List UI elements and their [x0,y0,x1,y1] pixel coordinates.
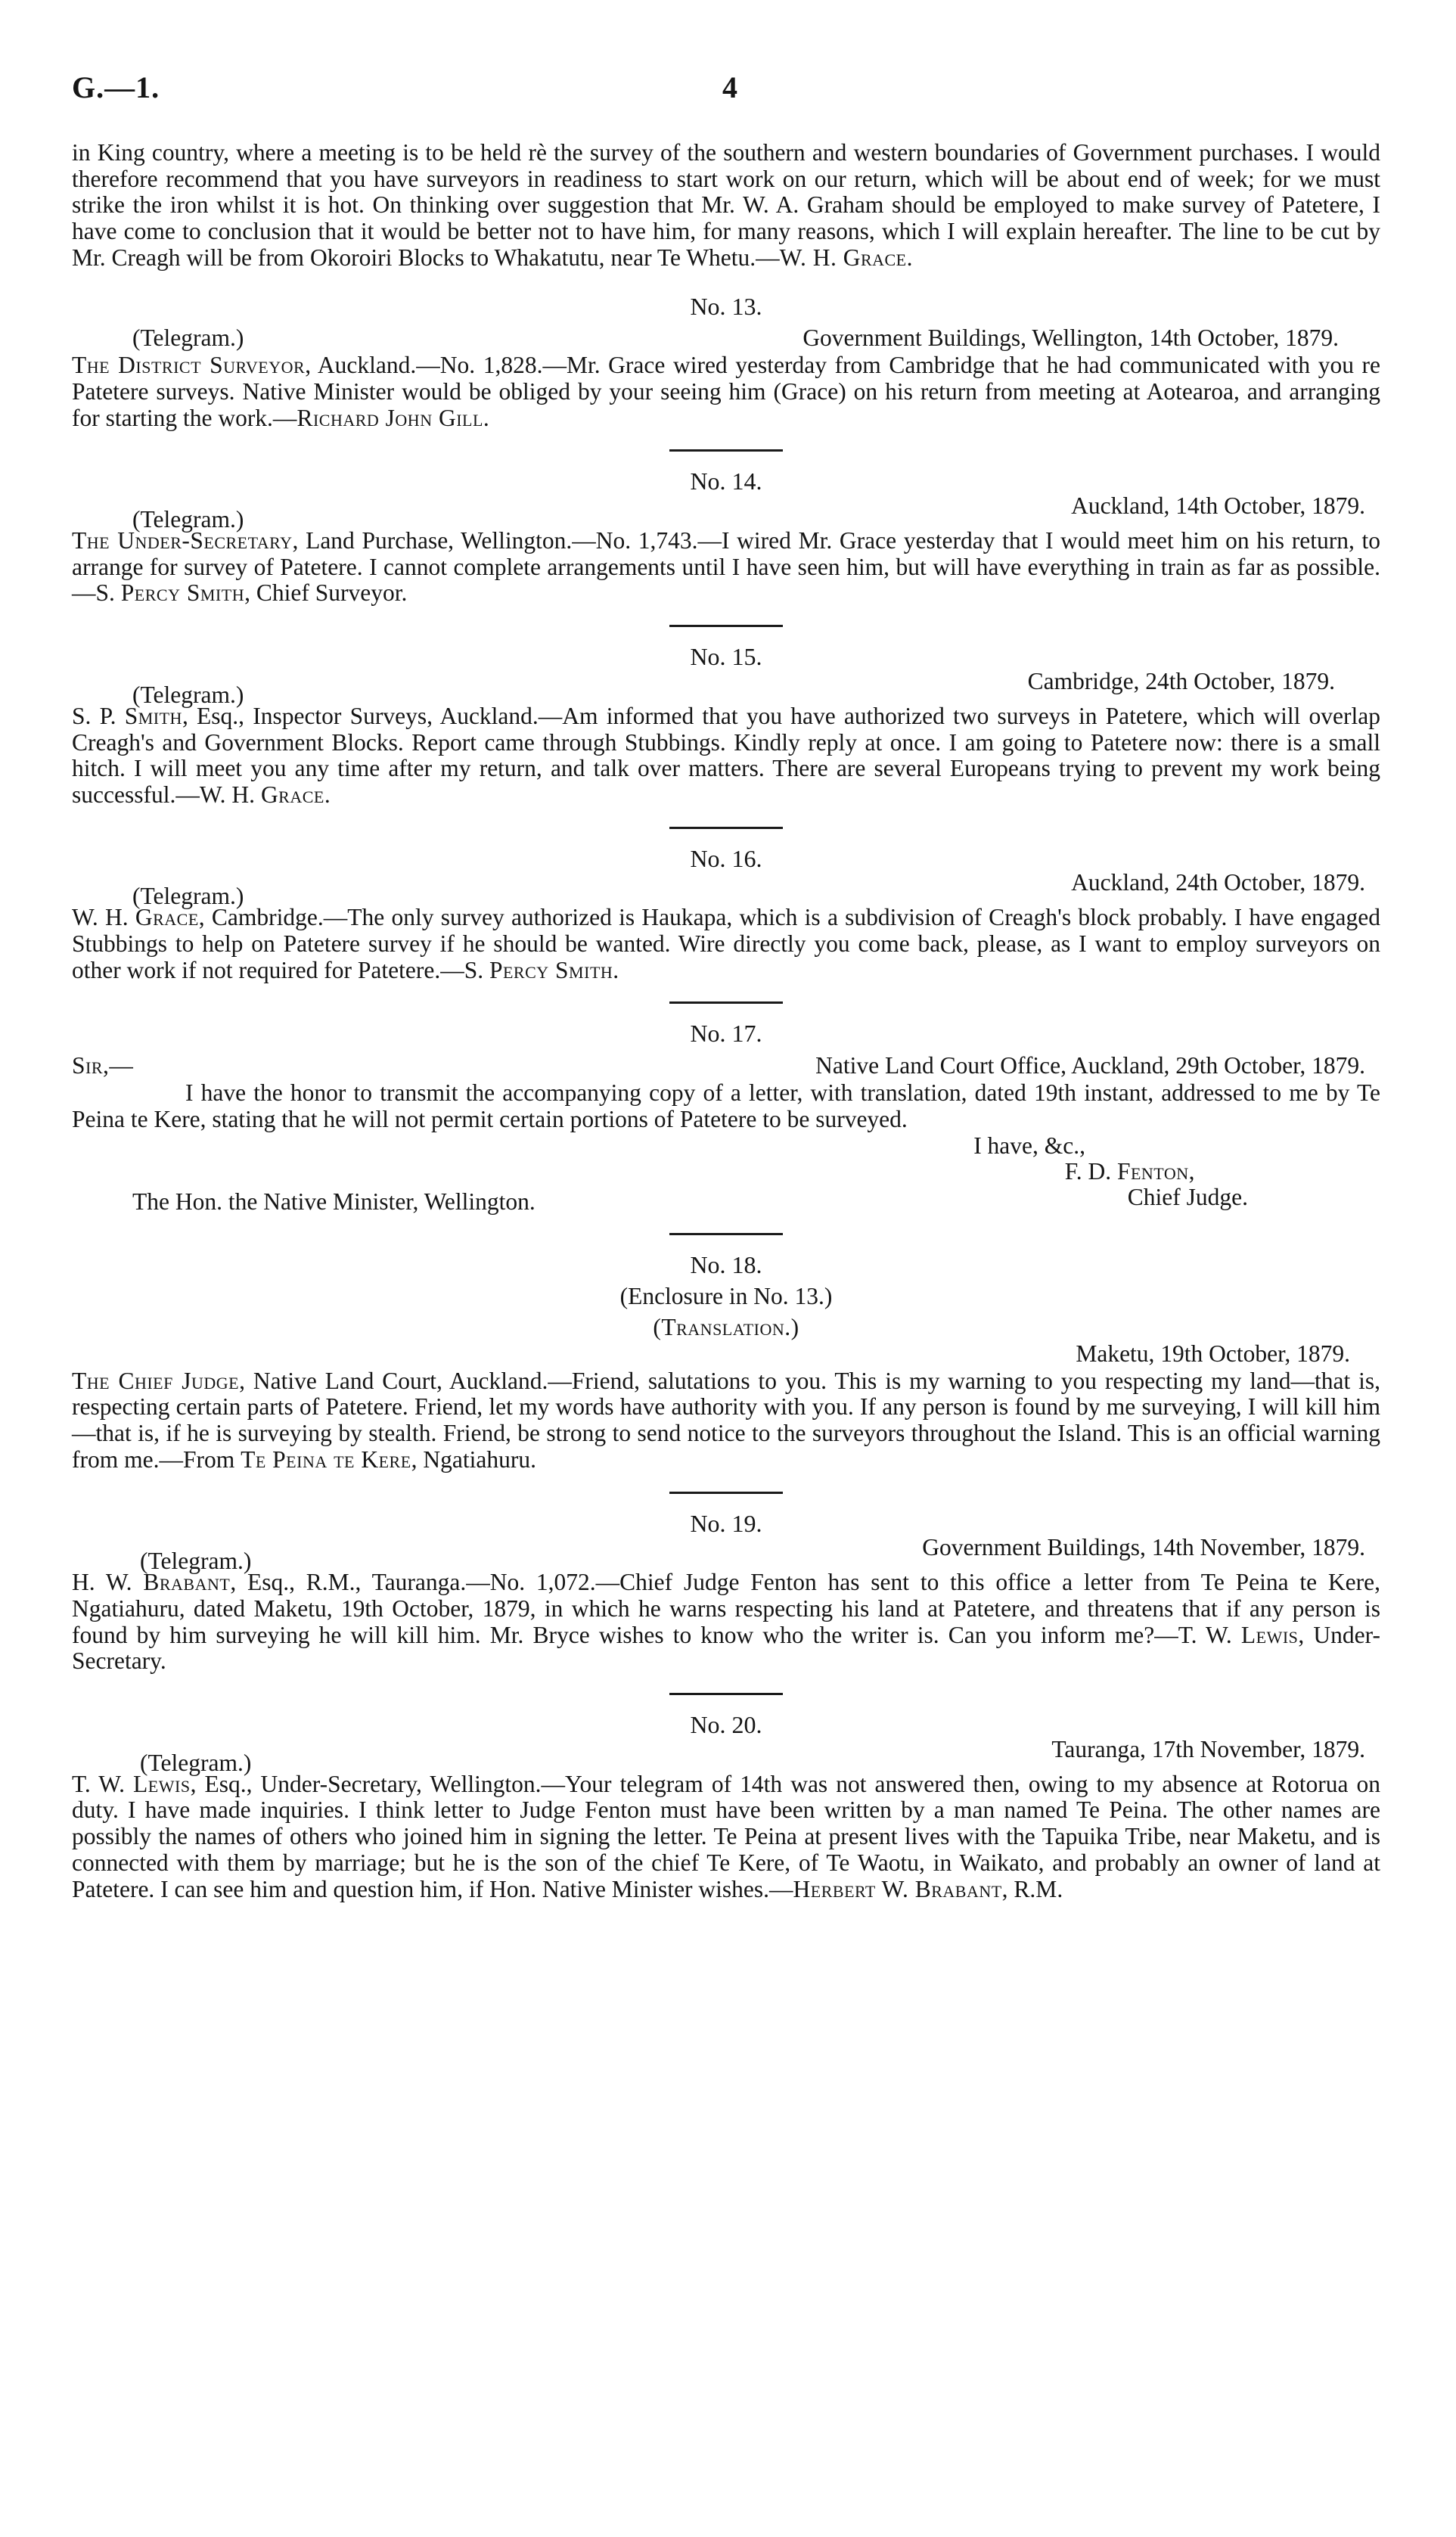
divider [669,1001,783,1004]
running-head [72,70,1388,115]
signer: F. D. Fenton, [1064,1157,1195,1185]
addressee: Brabant [143,1569,231,1596]
letter-text: The Chief Judge, Native Land Court, Auckland.—Friend, salutations to you. This is my warning to you respecting my land—that is, respecting certain parts of Patetere. Friend, let my words have authority with you. If any person is found by me surveying, I will kill him—that is, if he is surveying by stealth. Friend, be strong to send notice to the surveyors throughout the Island. This is an official warning from me.—From Te Peina te Kere, Ngatiahuru. [72,1367,1381,1473]
telegram-label: (Telegram.) [132,324,244,352]
dateline: Auckland, 14th October, 1879. [1071,492,1365,520]
letter-header [72,1341,1380,1368]
document-reference: G.—1. [72,70,160,104]
message-text: H. W. Brabant, Esq., R.M., Tauranga.—No. 1,072.—Chief Judge Fenton has sent to this office a letter from Te Peina te Kere, Ngatiahuru, dated Maketu, 19th October, 1879, in which he warns respecting his land at Patetere, and threatens that if any person is found by him surveying he will kill him. Mr. Bryce wishes to know who the writer is. Can you inform me?—T. W. Lewis, Under-Secretary. [72,1569,1380,1675]
letter-header [72,1053,1380,1080]
letter-text: I have the honor to transmit the accompanying copy of a letter, with translation, dated 19th instant, addressed to me by Te Peina te Kere, stating that he will not permit certain portions of Patetere to be surveyed. [72,1079,1380,1132]
signature: Lewis [1240,1621,1299,1648]
signature: Percy Smith [120,579,245,607]
page-number: 4 [722,70,737,104]
signature: Percy Smith. [489,956,619,983]
message-text: The District Surveyor, Auckland.—No. 1,828.—Mr. Grace wired yesterday from Cambridge that he had communicated with you re Patetere surveys. Native Minister would be obliged by your seeing him (Grace) on his return from meeting at Aotearoa, and arranging for starting the work.—Richard John Gill. [72,352,1380,431]
signature: Herbert W. Brabant [793,1875,1002,1902]
telegram-header [72,325,1380,352]
message-text: S. P. Smith, Esq., Inspector Surveys, Auckland.—Am informed that you have authorized two surveys in Patetere, which will overlap Creagh's and Government Blocks. Report came through Stubbings. Kindly reply at once. I am going to Patetere now: there is a small hitch. I will meet you any time after my return, and talk over matters. There are several Europeans trying to prevent my work being successful.—W. H. Grace. [72,702,1381,808]
signature-block [72,1133,1380,1215]
document-number: No. 16. [690,844,762,872]
dateline: Tauranga, 17th November, 1879. [1051,1735,1365,1762]
dateline: Government Buildings, 14th November, 1879. [922,1534,1365,1561]
message-text: T. W. Lewis, Esq., Under-Secretary, Wellington.—Your telegram of 14th was not answered then, owing to my absence at Rotorua on duty. I have made inquiries. I think letter to Judge Fenton must have been written by a man named Te Peina. The other names are possibly the names of others who joined him in signing the letter. Te Peina at present lives with the Tapuika Tribe, near Maketu, and is connected with them by marriage; but he is the son of the chief Te Kere, of Te Waotu, in Waikato, and probably an owner of land at Patetere. I can see him and question him, if Hon. Native Minister wishes.—Herbert W. Brabant, R.M. [72,1770,1380,1902]
telegram-header [72,492,1380,533]
document-number: No. 15. [690,643,762,671]
addressee: The Chief Judge [72,1367,240,1394]
addressee: Smith [124,702,182,729]
telegram-header [72,869,1380,910]
enclosure-note: (Enclosure in No. 13.) [619,1283,833,1310]
document-number: No. 18. [690,1250,762,1278]
telegram-label: (Telegram.) [132,883,244,910]
signature: W. H. Grace. [779,244,913,271]
dateline: Maketu, 19th October, 1879. [1076,1340,1350,1367]
divider [669,1693,783,1695]
dateline: Auckland, 24th October, 1879. [1071,869,1365,896]
signature: Grace. [260,781,331,808]
message-text: The Under-Secretary, Land Purchase, Wellington.—No. 1,743.—I wired Mr. Grace yesterday that I would meet him on his return, to arrange for survey of Patetere. I cannot complete arrangements until I have seen him, but will have everything in train as far as possible.—S. Percy Smith, Chief Surveyor. [72,527,1380,607]
translation-note: (Translation.) [653,1313,799,1340]
addressee: The District Surveyor [72,352,306,379]
telegram-label: (Telegram.) [140,1548,252,1575]
telegram-header [72,1735,1380,1776]
dateline: Cambridge, 24th October, 1879. [1027,667,1335,694]
divider [669,827,783,829]
message-text: W. H. Grace, Cambridge.—The only survey authorized is Haukapa, which is a subdivision of Creagh's block probably. I have engaged Stubbings to help on Patetere survey if he should be wanted. Wire directly you come back, please, as I want to employ surveyors on other work if not required for Patetere.—S. Percy Smith. [72,904,1380,983]
divider [669,625,783,627]
valediction: I have, &c., [973,1132,1085,1159]
telegram-header [72,667,1380,708]
document-number: No. 20. [690,1711,762,1739]
document-number: No. 14. [690,467,762,495]
continuation-paragraph: in King country, where a meeting is to be held rè the survey of the southern and western boundaries of Government purchases. I would therefore recommend that you have surveyors in readiness to start work on our return, which will be about end of week; for we must strike the iron whilst it is hot. On thinking over suggestion that Mr. W. A. Graham should be employed to make survey of Patetere, I have come to conclusion that it would be better not to have him, for many reasons, which I will explain hereafter. The line to be cut by Mr. Creagh will be from Okoroiri Blocks to Whakatutu, near Te Whetu.—W. H. Grace. [72,139,1380,271]
telegram-header [72,1534,1380,1575]
document-number: No. 19. [690,1509,762,1537]
dateline: Native Land Court Office, Auckland, 29th October, 1879. [815,1052,1365,1079]
addressee: Grace [135,904,199,931]
document-number: No. 13. [690,292,762,320]
document-body [72,140,1380,1902]
telegram-label: (Telegram.) [132,506,244,533]
signature: Te Peina te Kere [241,1446,411,1473]
divider [669,1233,783,1235]
divider [669,449,783,452]
signer-title: Chief Judge. [1127,1183,1248,1210]
addressee-line: The Hon. the Native Minister, Wellington. [132,1188,536,1215]
telegram-label: (Telegram.) [140,1749,252,1776]
addressee: Lewis [133,1770,191,1797]
addressee: The Under-Secretary [72,527,293,554]
telegram-label: (Telegram.) [132,681,244,708]
divider [669,1492,783,1494]
dateline: Government Buildings, Wellington, 14th October, 1879. [803,324,1339,352]
signature: Richard John Gill. [296,404,490,431]
document-number: No. 17. [690,1020,762,1048]
salutation: Sir,— [72,1052,134,1079]
